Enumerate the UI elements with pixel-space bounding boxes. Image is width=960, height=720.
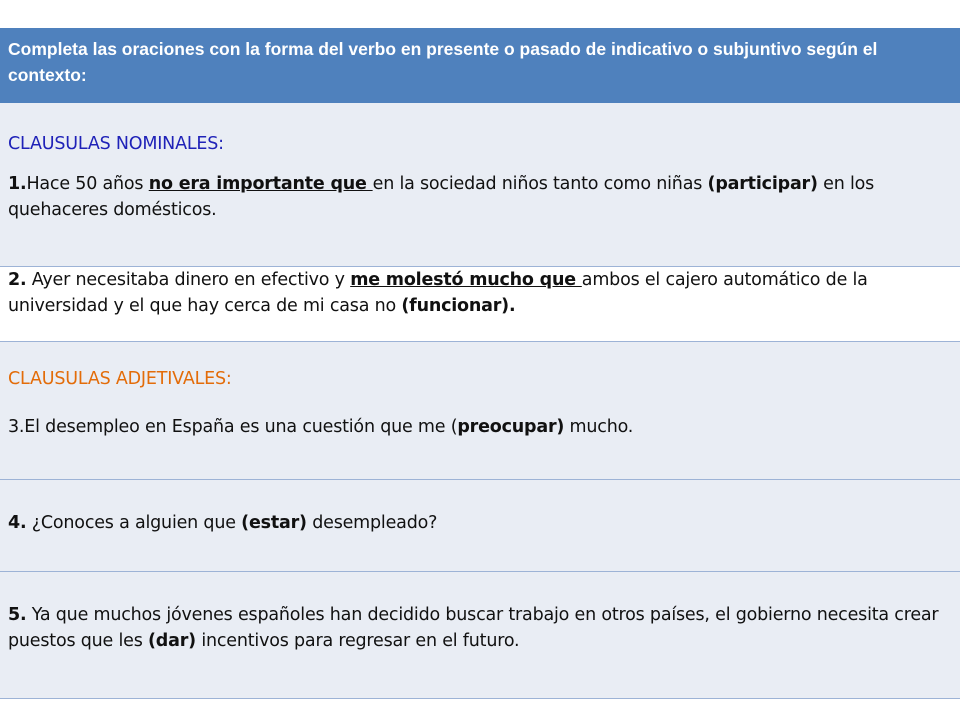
verb-prompt: (participar) — [707, 174, 818, 194]
exercise-row-5 — [0, 572, 960, 699]
verb-prompt: (dar) — [147, 631, 196, 651]
exercise-row-3 — [0, 342, 960, 480]
item-number: 4. — [8, 513, 27, 533]
sentence-4: 4. ¿Conoces a alguien que (estar) desempleado? — [8, 513, 438, 533]
exercise-row-4 — [0, 480, 960, 572]
trigger-phrase: me molestó mucho que — [350, 270, 582, 290]
item-number: 3. — [8, 417, 25, 437]
item-number: 1. — [8, 174, 27, 194]
exercise-row-2 — [0, 267, 960, 342]
verb-prompt: (estar) — [241, 513, 307, 533]
section-title-nominales: CLAUSULAS NOMINALES: — [8, 134, 224, 154]
exercise-table — [0, 28, 960, 699]
item-number: 2. — [8, 270, 27, 290]
section-title-adjetivales: CLAUSULAS ADJETIVALES: — [8, 369, 232, 389]
sentence-3: 3.El desempleo en España es una cuestión que me (preocupar) mucho. — [8, 417, 634, 437]
exercise-row-1 — [0, 103, 960, 267]
instruction-header — [0, 28, 960, 103]
item-number: 5. — [8, 605, 27, 625]
instruction-text: Completa las oraciones con la forma del verbo en presente o pasado de indicativo o subjuntivo según el contexto: — [8, 39, 878, 85]
verb-prompt: preocupar) — [457, 417, 565, 437]
sentence-1: 1.Hace 50 años no era importante que en la sociedad niños tanto como niñas (participar) en los quehaceres domésticos. — [8, 174, 875, 220]
sentence-5: 5. Ya que muchos jóvenes españoles han decidido buscar trabajo en otros países, el gobierno necesita crear puestos que les (dar) incentivos para regresar en el futuro. — [8, 605, 939, 651]
trigger-phrase: no era importante que — [148, 174, 373, 194]
sentence-2: 2. Ayer necesitaba dinero en efectivo y me molestó mucho que ambos el cajero automático de la universidad y el que hay cerca de mi casa no (funcionar). — [8, 270, 868, 316]
verb-prompt: (funcionar). — [401, 296, 516, 316]
